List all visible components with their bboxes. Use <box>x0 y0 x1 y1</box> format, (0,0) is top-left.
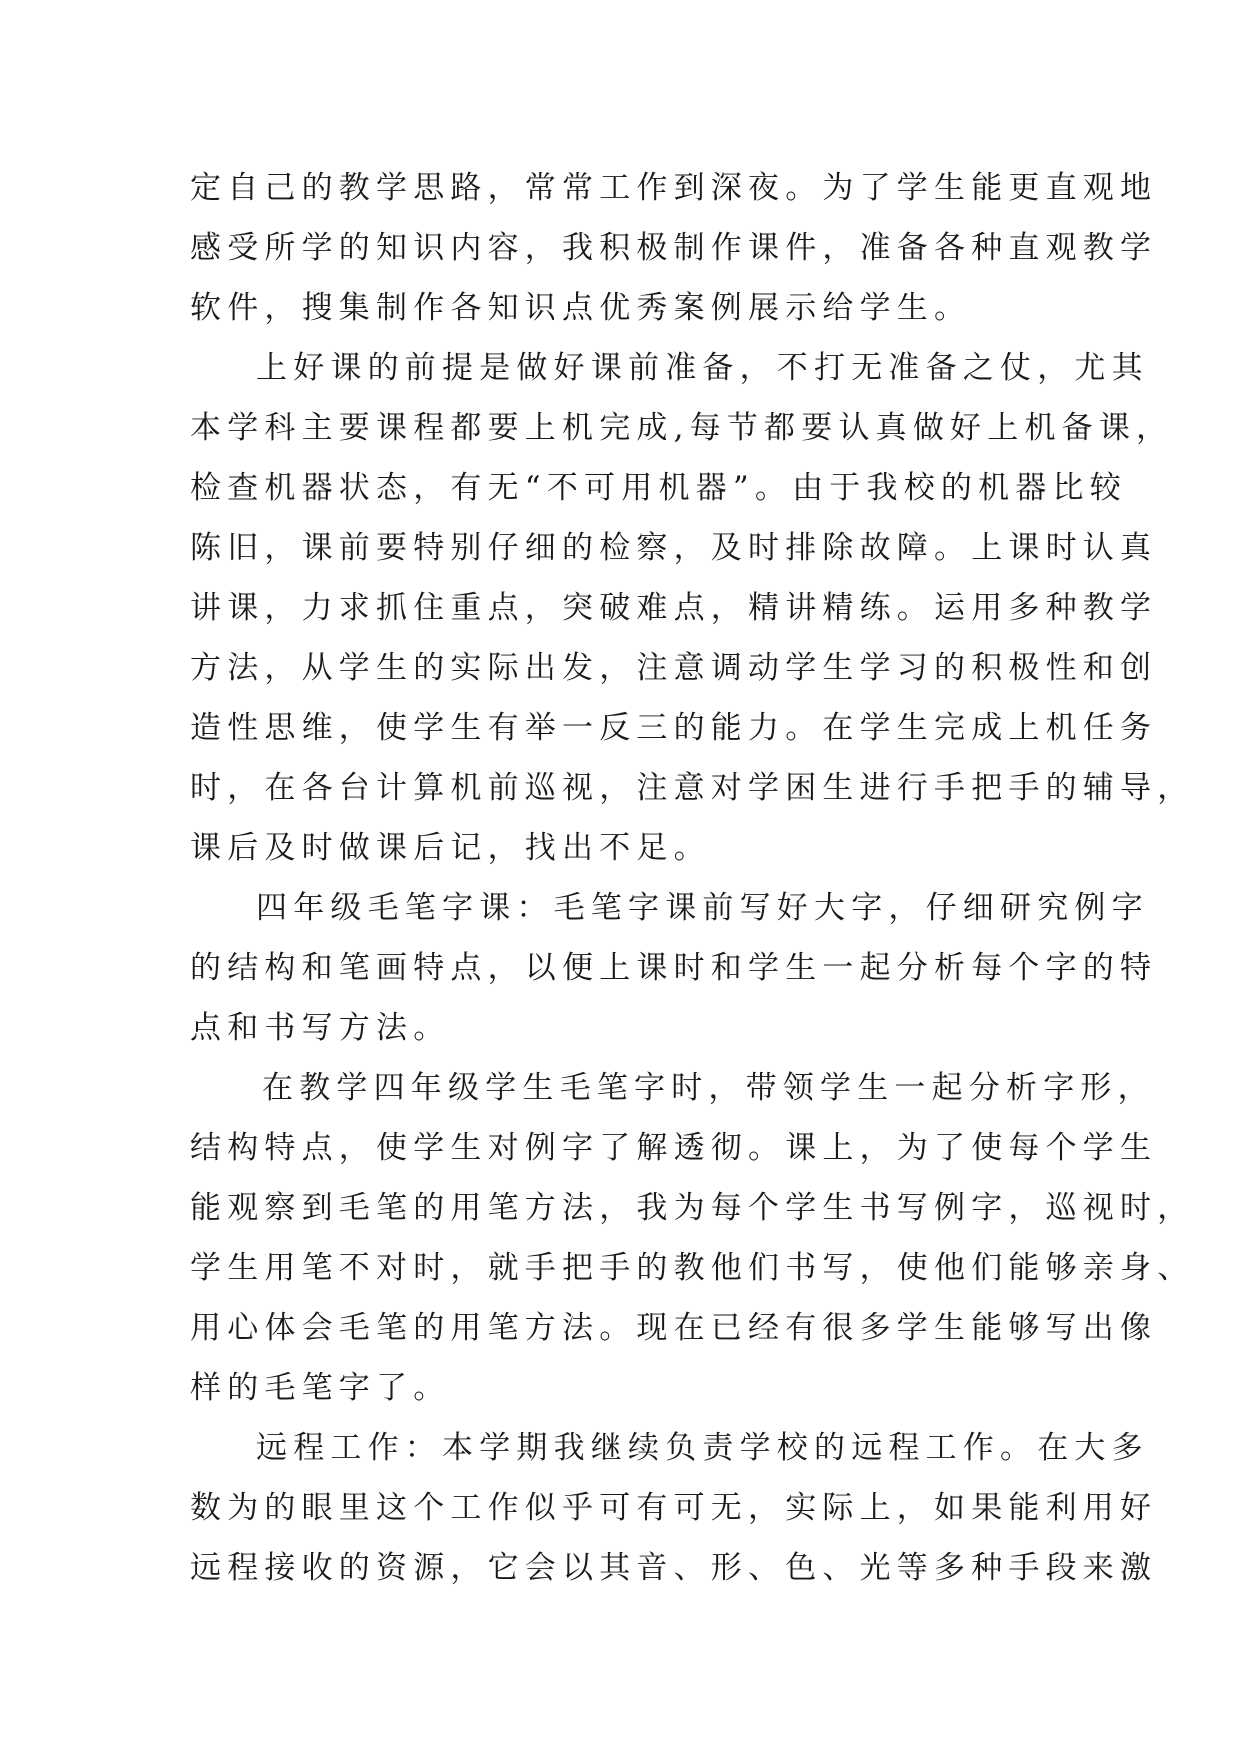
text-line: 点和书写方法。 <box>190 1010 451 1046</box>
text-line: 样的毛笔字了。 <box>190 1370 451 1406</box>
paragraph <box>190 338 1195 878</box>
text-line: 本学科主要课程都要上机完成,每节都要认真做好上机备课， <box>190 410 1174 446</box>
text-line: 软件，搜集制作各知识点优秀案例展示给学生。 <box>190 290 972 326</box>
text-line: 数为的眼里这个工作似乎可有可无，实际上，如果能利用好 <box>190 1490 1158 1526</box>
text-line: 四年级毛笔字课：毛笔字课前写好大字，仔细研究例字 <box>256 890 1149 926</box>
text-line: 检查机器状态，有无“不可用机器”。由于我校的机器比较 <box>190 470 1127 506</box>
text-line: 上好课的前提是做好课前准备，不打无准备之仗，尤其 <box>256 350 1149 386</box>
text-line: 远程工作：本学期我继续负责学校的远程工作。在大多 <box>256 1430 1149 1466</box>
text-line: 能观察到毛笔的用笔方法，我为每个学生书写例字，巡视时， <box>190 1190 1195 1226</box>
paragraph <box>190 1418 1158 1598</box>
text-line: 用心体会毛笔的用笔方法。现在已经有很多学生能够写出像 <box>190 1310 1158 1346</box>
text-line: 结构特点，使学生对例字了解透彻。课上，为了使每个学生 <box>190 1130 1158 1166</box>
text-line: 远程接收的资源，它会以其音、形、色、光等多种手段来激 <box>190 1550 1158 1586</box>
paragraph <box>190 158 1158 338</box>
text-line: 时，在各台计算机前巡视，注意对学困生进行手把手的辅导， <box>190 770 1195 806</box>
text-line: 造性思维，使学生有举一反三的能力。在学生完成上机任务 <box>190 710 1158 746</box>
text-line: 方法，从学生的实际出发，注意调动学生学习的积极性和创 <box>190 650 1158 686</box>
text-line: 陈旧，课前要特别仔细的检察，及时排除故障。上课时认真 <box>190 530 1158 566</box>
text-line: 的结构和笔画特点，以便上课时和学生一起分析每个字的特 <box>190 950 1158 986</box>
text-line: 学生用笔不对时，就手把手的教他们书写，使他们能够亲身、 <box>190 1250 1195 1286</box>
text-line: 定自己的教学思路，常常工作到深夜。为了学生能更直观地 <box>190 170 1158 206</box>
body-text <box>190 158 1195 1598</box>
text-line: 感受所学的知识内容，我积极制作课件，准备各种直观教学 <box>190 230 1158 266</box>
paragraph <box>190 1058 1195 1418</box>
text-line: 课后及时做课后记，找出不足。 <box>190 830 711 866</box>
paragraph <box>190 878 1158 1058</box>
text-line: 讲课，力求抓住重点，突破难点，精讲精练。运用多种教学 <box>190 590 1158 626</box>
text-line: 在教学四年级学生毛笔字时，带领学生一起分析字形， <box>262 1070 1155 1106</box>
